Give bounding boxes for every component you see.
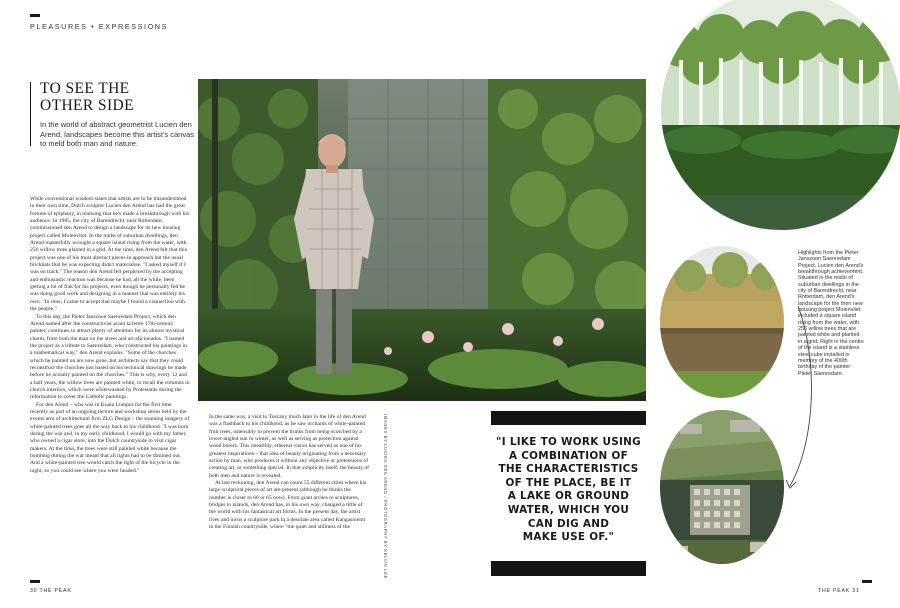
photo-credit xyxy=(381,414,389,579)
pull-quote-line: "I LIKE TO WORK USING xyxy=(496,436,641,448)
pull-quote-line: CAN DIG AND xyxy=(527,517,610,530)
title-line: OTHER SIDE xyxy=(40,97,134,114)
page-number-left: 30 THE PEAK xyxy=(30,588,72,594)
pull-quote-line: WATER, WHICH YOU xyxy=(507,503,630,516)
page-number-right: THE PEAK 31 xyxy=(818,588,860,594)
article-title xyxy=(40,80,200,114)
body-paragraph: At last reckoning, den Arend can count 55 different cities where his large sculptural pieces of art are present (although he thinks the number is closer to 60 or 65 now). From giant arches to sculptures, bridges to islands, den Arend has, in his own way, changed a little of the world with his fantastical art forms. In the present day, the artist lives and owns a sculpture park in a desolate area called Kangasniemi in the Finnish countryside, where "the quiet and stillness of the xyxy=(209,480,367,531)
pull-quote-line: A COMBINATION OF xyxy=(508,449,628,462)
white-willows-illustration xyxy=(661,0,900,230)
footer-marker-left xyxy=(30,580,40,583)
body-paragraph: For den Arend – who was in Kuala Lumpur for the first time recently as part of an ongoing lecture and workshop series held by the events arm of architectural firm ZLG Design – the stunning imagery of white-painted trees goes all the way back to his childhood. "I was born during the war and, in my early childhood, I would go with my father, who owned a cigar store, into the Dutch countryside to visit cigar makers. At the time, the trees were still painted white because the bombing during the war meant that all lights had to be dimmed out. And a white-painted tree would catch the light of the bicycle in the night, so you could see where you were headed." xyxy=(30,401,190,474)
body-column-2 xyxy=(209,414,369,574)
pull-quote xyxy=(491,436,646,545)
body-paragraph: While conventional wisdom states that artists are to be misunderstood in their own time, Dutch sculptor Lucien den Arend has had the great fortune of epiphany, in realising that he's made a breakthrough with his audience. In 1985, the city of Barendrecht, near Rotterdam, commissioned den Arend to design a landscape for its new housing project called Molenvliet. In the midst of suburban dwellings, den Arend masterfully wrought a square island rising from the water, with 256 willow trees planted in a grid. At the time, den Arend felt that this project was one of his most abstract pieces in approach but the usual brickbats that he was expecting didn't materialise. "I asked myself if I was on track." The reason den Arend felt perplexed by the accepting and enthusiastic reaction was because he had, all the while, been getting a lot of flak for his projects, even though he personally felt he was doing good work and designing in a manner that was entirely his own. "In time, I came to accept that maybe I found a connection with the people." xyxy=(30,196,190,313)
footer-marker-right xyxy=(862,580,872,583)
body-paragraph: To this day, the Pieter Janszoon Saenredam Project, which den Arend named after the constructivist avant la lettre 17th-century painter, continues to attract plenty of attention for its almost mystical charm, from both the man on the street and art aficionados. "I named the project as a tribute to Saenredam, who constructed his paintings in a mathematical way," den Arend explains. "Some of the churches which he painted on are now gone, but architects say that they could reconstruct the churches just based on his technical drawings he made before he actually painted on the churches." This is why, every 12 and a half years, the willow trees are painted white, to recall the columns in church interiors, which were whitewashed by Protestants during the reformation to cover the Catholic paintings. xyxy=(30,313,190,401)
pull-quote-top-bar xyxy=(491,411,646,425)
pull-quote-line: MAKE USE OF." xyxy=(522,531,615,544)
pull-quote-line: A LAKE OR GROUND xyxy=(507,490,630,503)
photo-caption: Highlights from the Pieter Janszoon Saenredam Project, Lucien den Arend's breakthrough achievement. Situated in the midst of suburban dwellings in the city of Barendrecht, near Rotterdam, den Arend's landscape for the then new housing project Molenvliet included a square island rising from the water, with 256 willow trees that are painted white and planted in a grid. Right in the centre of the island is a stainless steel cube installed in memory of the 400th birthday of the painter Pieter Saenredam. xyxy=(798,250,864,377)
pull-quote-line: THE CHARACTERISTICS xyxy=(498,463,639,476)
pull-quote-bottom-bar xyxy=(491,561,646,576)
section-marker xyxy=(30,14,40,17)
title-rule xyxy=(30,82,31,146)
body-paragraph: In the same way, a visit to Tuscany much later in the life of den Arend was a flashback to his childhood, as he saw orchards of white-painted fruit trees, ostensibly to prevent the trunks from being scorched by a lower-angled sun in winter, as well as serving as protection against wood borers. This unearthly, ethereal vision has served as one of his greatest inspirations – that idea of beauty originating from a necessary action by man, who produces it without any objective or pretensions of creating art, or something special. In that simplicity itself, the beauty of both men and nature is revealed. xyxy=(209,414,369,479)
standfirst: In the world of abstract geometrist Lucien den Arend, landscapes become this artist's canvas to meld both man and nature. xyxy=(40,120,195,148)
body-column-1 xyxy=(30,196,190,572)
main-photo-illustration xyxy=(198,79,646,401)
title-line: TO SEE THE xyxy=(40,80,130,97)
main-photo-artist-in-garden xyxy=(198,79,646,401)
circle-photo-white-willows xyxy=(661,0,900,230)
section-label: PLEASURES • EXPRESSIONS xyxy=(30,22,168,31)
pull-quote-line: OF THE PLACE, BE IT xyxy=(505,476,632,489)
photo-credit-text: IMAGES BY LUCIEN DEN AREND / PHOTOGRAPHY BY KELVIN LEE xyxy=(383,414,388,579)
